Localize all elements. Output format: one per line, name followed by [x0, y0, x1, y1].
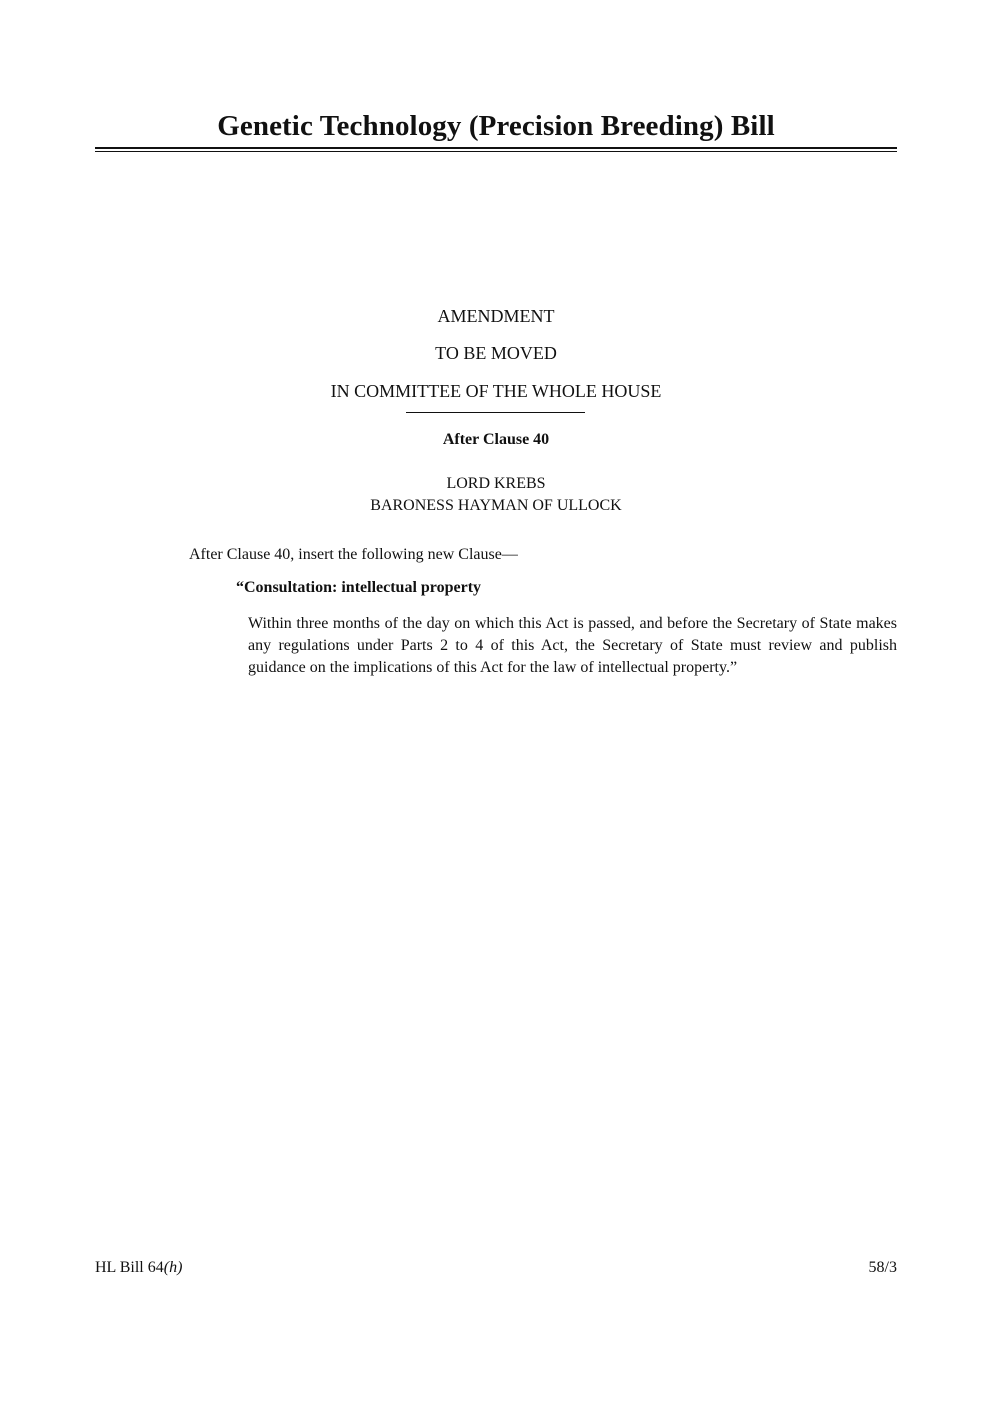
to-be-moved-label: TO BE MOVED [435, 343, 557, 363]
section-divider [406, 412, 585, 413]
new-clause-heading: “Consultation: intellectual property [236, 579, 482, 596]
bill-title: Genetic Technology (Precision Breeding) Bill [217, 110, 775, 142]
amendment-label: AMENDMENT [437, 306, 555, 326]
bill-reference-number: HL Bill 64 [95, 1259, 164, 1276]
new-clause-body: Within three months of the day on which this Act is passed, and before the Secretary of State makes any regulations under Parts 2 to 4 of this Act, the Secretary of State must review and publish guidance on the implications of this Act for the law of intellectual property.” [248, 615, 897, 676]
sponsor-name: BARONESS HAYMAN OF ULLOCK [370, 497, 622, 514]
title-rule-thick [95, 147, 897, 149]
committee-label: IN COMMITTEE OF THE WHOLE HOUSE [330, 381, 662, 401]
page-reference: 58/3 [868, 1259, 897, 1276]
amendment-instruction: After Clause 40, insert the following new Clause— [189, 546, 518, 563]
bill-reference [95, 1257, 182, 1279]
sponsor-list [95, 473, 897, 517]
title-rule-thin [95, 151, 897, 152]
bill-reference-suffix: (h) [163, 1259, 183, 1276]
sponsor-name: LORD KREBS [446, 475, 546, 492]
position-heading: After Clause 40 [442, 431, 550, 448]
